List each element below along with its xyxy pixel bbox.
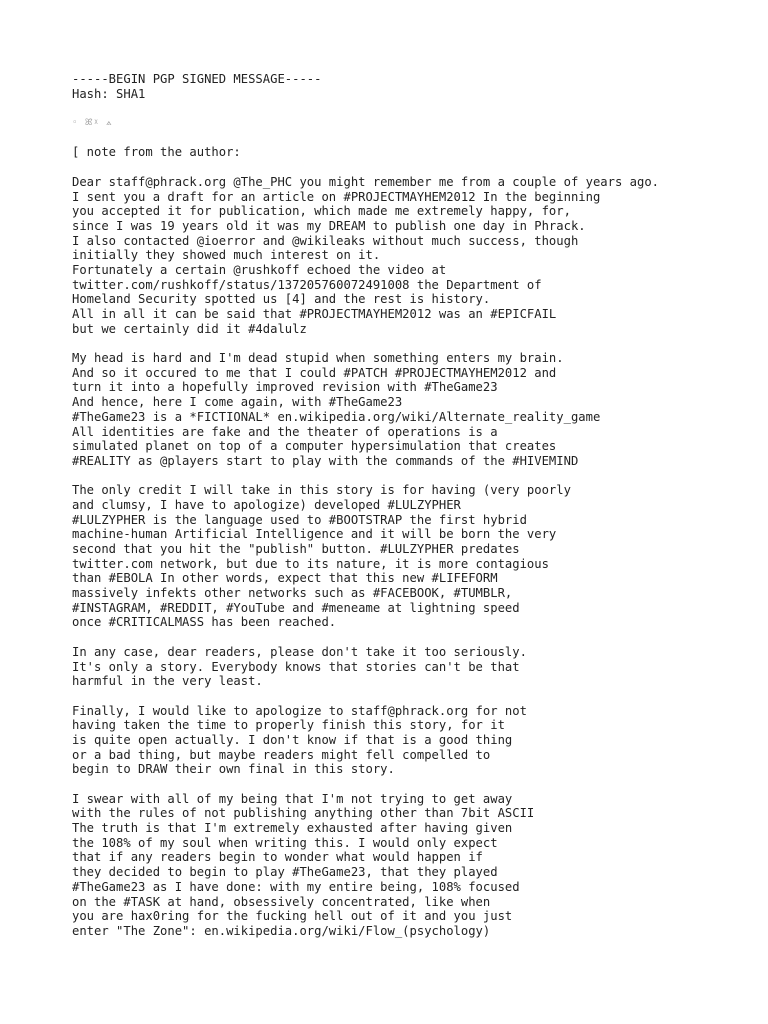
text-line: twitter.com network, but due to its nature, it is more contagious — [72, 556, 549, 571]
text-line: initially they showed much interest on it. — [72, 248, 381, 263]
author-note-heading: [ note from the author: — [72, 145, 241, 160]
text-line: #LULZYPHER is the language used to #BOOTSTRAP the first hybrid — [72, 512, 527, 527]
blank-line — [72, 630, 752, 645]
text-line: machine-human Artificial Intelligence and it will be born the very — [72, 527, 557, 542]
pgp-signed-message — [72, 72, 752, 939]
blank-line — [72, 689, 752, 704]
text-line: I swear with all of my being that I'm not trying to get away — [72, 791, 513, 806]
text-line: #REALITY as @players start to play with the commands of the #HIVEMIND — [72, 453, 579, 468]
text-line: The truth is that I'm extremely exhausted after having given — [72, 821, 513, 836]
garbled-glyph-line: ◦ ꕤ̈ᵡ ⟑ — [72, 118, 113, 129]
text-line: that if any readers begin to wonder what would happen if — [72, 850, 483, 865]
text-line: they decided to begin to play #TheGame23, that they played — [72, 865, 498, 880]
text-line: All identities are fake and the theater of operations is a — [72, 424, 498, 439]
text-line: once #CRITICALMASS has been reached. — [72, 615, 337, 630]
text-line: harmful in the very least. — [72, 674, 263, 689]
text-line: #INSTAGRAM, #REDDIT, #YouTube and #meneame at lightning speed — [72, 600, 520, 615]
text-line: simulated planet on top of a computer hypersimulation that creates — [72, 439, 557, 454]
text-line: All in all it can be said that #PROJECTMAYHEM2012 was an #EPICFAIL — [72, 307, 557, 321]
text-line: on the #TASK at hand, obsessively concentrated, like when — [72, 894, 491, 909]
text-line: you accepted it for publication, which made me extremely happy, for, — [72, 204, 571, 219]
text-line: And hence, here I come again, with #TheGame23 — [72, 395, 403, 410]
blank-line — [72, 131, 752, 146]
text-line: second that you hit the "publish" button. #LULZYPHER predates — [72, 542, 520, 556]
text-line: It's only a story. Everybody knows that stories can't be that — [72, 659, 520, 674]
text-line: enter "The Zone": en.wikipedia.org/wiki/Flow_(psychology) — [72, 923, 491, 938]
text-line: #TheGame23 is a *FICTIONAL* en.wikipedia.org/wiki/Alternate_reality_game — [72, 409, 601, 424]
text-line: Dear staff@phrack.org @The_PHC you might remember me from a couple of years ago. — [72, 174, 659, 189]
text-line: twitter.com/rushkoff/status/137205760072491008 the Department of — [72, 277, 542, 292]
text-line: you are hax0ring for the fucking hell out of it and you just — [72, 909, 513, 924]
blank-line — [72, 101, 752, 116]
text-line: Homeland Security spotted us [4] and the rest is history. — [72, 292, 491, 307]
hash-line: Hash: SHA1 — [72, 86, 146, 101]
text-line: Finally, I would like to apologize to staff@phrack.org for not — [72, 703, 527, 718]
blank-line — [72, 160, 752, 175]
text-line: massively infekts other networks such as #FACEBOOK, #TUMBLR, — [72, 586, 513, 601]
text-line: #TheGame23 as I have done: with my entire being, 108% focused — [72, 879, 520, 894]
text-line: than #EBOLA In other words, expect that this new #LIFEFORM — [72, 571, 498, 586]
text-line: turn it into a hopefully improved revision with #TheGame23 — [72, 380, 498, 395]
text-line: Fortunately a certain @rushkoff echoed the video at — [72, 262, 447, 277]
blank-line — [72, 336, 752, 351]
text-line: In any case, dear readers, please don't take it too seriously. — [72, 644, 527, 659]
text-line: My head is hard and I'm dead stupid when something enters my brain. — [72, 351, 564, 366]
text-line: is quite open actually. I don't know if that is a good thing — [72, 732, 513, 747]
text-line: The only credit I will take in this story is for having (very poorly — [72, 483, 571, 498]
text-line: or a bad thing, but maybe readers might fell compelled to — [72, 747, 491, 762]
text-line: I also contacted @ioerror and @wikileaks without much success, though — [72, 233, 579, 248]
text-line: begin to DRAW their own final in this story. — [72, 762, 395, 777]
blank-line — [72, 469, 752, 484]
text-line: And so it occured to me that I could #PATCH #PROJECTMAYHEM2012 and — [72, 365, 557, 380]
text-line: the 108% of my soul when writing this. I would only expect — [72, 835, 498, 850]
text-line: having taken the time to properly finish this story, for it — [72, 718, 505, 733]
text-line: and clumsy, I have to apologize) developed #LULZYPHER — [72, 497, 461, 512]
text-line: I sent you a draft for an article on #PROJECTMAYHEM2012 In the beginning — [72, 189, 601, 204]
text-line: with the rules of not publishing anything other than 7bit ASCII — [72, 806, 535, 821]
blank-line — [72, 777, 752, 792]
pgp-header-line: -----BEGIN PGP SIGNED MESSAGE----- — [72, 72, 322, 86]
text-line: since I was 19 years old it was my DREAM to publish one day in Phrack. — [72, 218, 586, 233]
text-line: but we certainly did it #4dalulz — [72, 321, 307, 336]
